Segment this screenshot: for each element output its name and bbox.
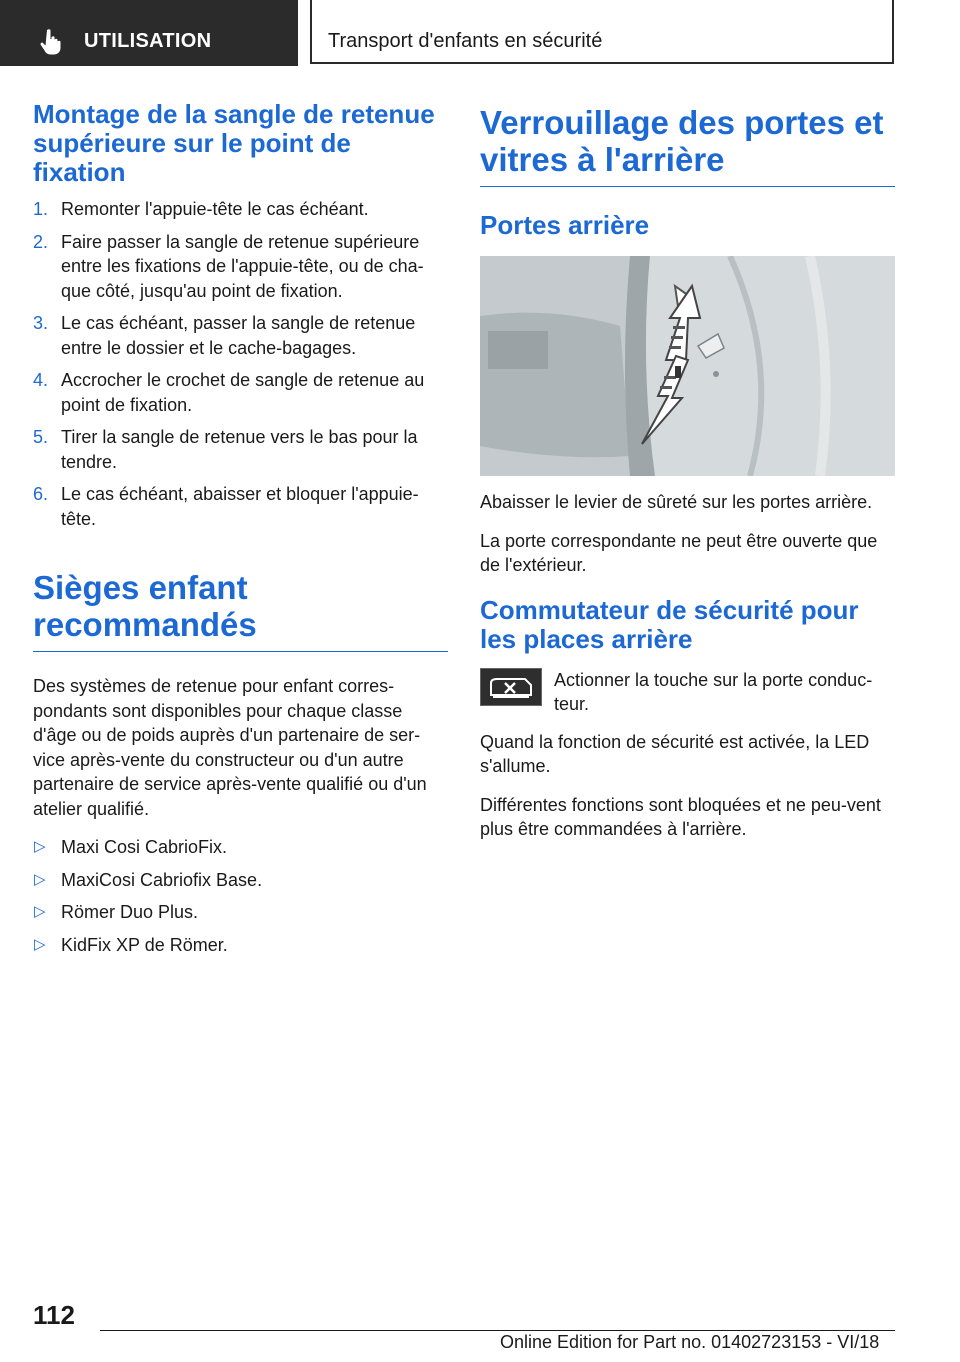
section-tab bbox=[0, 0, 298, 66]
list-item bbox=[33, 425, 448, 474]
paragraph-blocked: Différentes fonctions sont bloquées et ne peu‐vent plus être commandées à l'arrière. bbox=[480, 794, 881, 839]
caption-lower-lever: Abaisser le levier de sûreté sur les portes arrière. bbox=[480, 492, 873, 512]
list-item bbox=[33, 482, 448, 531]
heading-rear-doors: Portes arrière bbox=[480, 210, 650, 240]
step-number: 1. bbox=[33, 199, 49, 219]
list-item bbox=[33, 933, 448, 958]
chapter-title: Transport d'enfants en sécurité bbox=[328, 30, 603, 52]
list-item bbox=[33, 311, 448, 360]
window-lock-button-icon bbox=[480, 668, 542, 706]
edition-note: Online Edition for Part no. 01402723153 - VI/18 bbox=[500, 1332, 880, 1352]
bullet-triangle-icon: ▷ bbox=[34, 903, 46, 920]
seat-list bbox=[33, 835, 448, 957]
list-item bbox=[33, 835, 448, 860]
page-header bbox=[0, 0, 960, 66]
caption-open-outside: La porte correspondante ne peut être ouverte que de l'extérieur. bbox=[480, 530, 878, 575]
step-number: 5. bbox=[33, 427, 49, 447]
bullet-triangle-icon: ▷ bbox=[34, 935, 46, 953]
heading-door-locking: Verrouillage des portes et vitres à l'arrière bbox=[480, 104, 895, 187]
switch-text: Actionner la touche sur la porte conduc‐teur. bbox=[554, 669, 873, 714]
left-column bbox=[33, 100, 448, 965]
hand-pointer-icon bbox=[38, 28, 66, 56]
child-lock-lever-icon bbox=[480, 256, 895, 476]
bullet-triangle-icon: ▷ bbox=[34, 870, 46, 888]
heading-top-tether: Montage de la sangle de retenue supérieure sur le point de fixation bbox=[33, 99, 435, 187]
step-text: Accrocher le crochet de sangle de retenue au point de fixation. bbox=[61, 370, 425, 415]
list-item bbox=[33, 868, 448, 893]
section-label: UTILISATION bbox=[84, 30, 212, 52]
step-text: Le cas échéant, abaisser et bloquer l'appuie-tête. bbox=[61, 484, 419, 529]
paragraph-led: Quand la fonction de sécurité est activée, la LED s'allume. bbox=[480, 731, 870, 776]
page-number: 112 bbox=[33, 1300, 75, 1330]
step-number: 4. bbox=[33, 370, 49, 390]
footer-divider bbox=[100, 1330, 895, 1331]
intro-paragraph: Des systèmes de retenue pour enfant corres‐pondants sont disponibles pour chaque classe d'âge ou de poids auprès d'un partenaire de ser‐vice après-vente du constructeur ou d'un autre partenaire de service après-vente qualifié ou d'un atelier qualifié. bbox=[33, 676, 427, 819]
bullet-text: KidFix XP de Römer. bbox=[61, 934, 228, 955]
switch-instruction bbox=[480, 668, 895, 718]
step-text: Tirer la sangle de retenue vers le bas pour la tendre. bbox=[61, 427, 418, 472]
list-item bbox=[33, 197, 448, 222]
list-item bbox=[33, 368, 448, 417]
door-lock-illustration bbox=[480, 256, 895, 476]
step-text: Remonter l'appuie-tête le cas échéant. bbox=[61, 199, 369, 219]
heading-safety-switch: Commutateur de sécurité pour les places arrière bbox=[480, 594, 859, 654]
chapter-title-box bbox=[310, 0, 894, 64]
bullet-triangle-icon: ▷ bbox=[34, 838, 46, 855]
step-number: 2. bbox=[33, 231, 49, 252]
heading-recommended-seats: Sièges enfant recommandés bbox=[33, 569, 448, 652]
step-text: Faire passer la sangle de retenue supérieure entre les fixations de l'appuie-tête, ou de cha‐que côté, jusqu'au point de fixation. bbox=[61, 231, 424, 301]
right-column bbox=[480, 104, 895, 856]
step-number: 3. bbox=[33, 313, 49, 333]
step-list bbox=[33, 197, 448, 531]
bullet-text: MaxiCosi Cabriofix Base. bbox=[61, 869, 263, 890]
list-item bbox=[33, 900, 448, 925]
bullet-text: Römer Duo Plus. bbox=[61, 902, 199, 922]
list-item bbox=[33, 230, 448, 304]
step-number: 6. bbox=[33, 484, 49, 504]
step-text: Le cas échéant, passer la sangle de retenue entre le dossier et le cache-bagages. bbox=[61, 313, 416, 358]
bullet-text: Maxi Cosi CabrioFix. bbox=[61, 837, 228, 857]
